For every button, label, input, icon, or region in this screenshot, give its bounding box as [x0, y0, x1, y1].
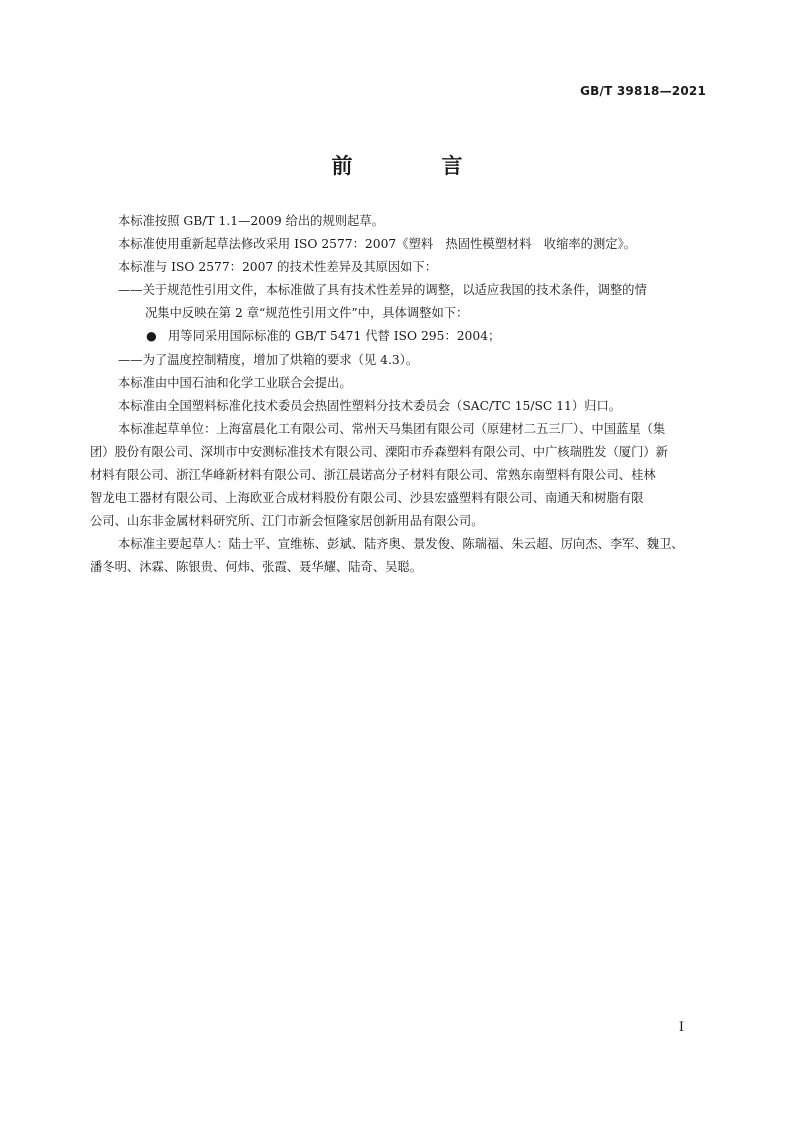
paragraph: 本标准由全国塑料标准化技术委员会热固性塑料分技术委员会（SAC/TC 15/SC 11）归口。: [118, 398, 622, 413]
drafters-paragraph: [90, 533, 708, 579]
page-title: 前 言: [331, 154, 497, 178]
bullet-text: 用等同采用国际标准的 GB/T 5471 代替 ISO 295：2004；: [168, 329, 501, 344]
paragraph-line: 潘冬明、沐霖、陈银贵、何炜、张霞、聂华耀、陆奇、吴聪。: [90, 560, 423, 575]
foreword-body: [90, 210, 708, 580]
dash-item: ——为了温度控制精度，增加了烘箱的要求（见 4.3）。: [118, 352, 419, 367]
paragraph: 本标准由中国石油和化学工业联合会提出。: [118, 375, 352, 390]
paragraph-line: 本标准主要起草人：陆士平、宣维栋、彭斌、陆齐奥、景发俊、陈瑞福、朱云超、厉向杰、李军、魏卫、: [118, 537, 684, 552]
paragraph-line: 智龙电工器材有限公司、上海欧亚合成材料股份有限公司、沙县宏盛塑料有限公司、南通天和树脂有限: [90, 491, 644, 506]
paragraph: 本标准使用重新起草法修改采用 ISO 2577：2007《塑料 热固性模塑材料 收缩率的测定》。: [118, 237, 637, 252]
dash-item: [118, 279, 708, 325]
document-code: GB/T 39818—2021: [580, 84, 706, 98]
page-number: I: [678, 1020, 684, 1035]
bullet-item: [118, 325, 708, 348]
dash-item-line: ——关于规范性引用文件，本标准做了具有技术性差异的调整，以适应我国的技术条件，调整的情: [118, 283, 647, 298]
paragraph-line: 材料有限公司、浙江华峰新材料有限公司、浙江晨诺高分子材料有限公司、常熟东南塑料有限公司、桂林: [90, 468, 656, 483]
dash-item-continuation: 况集中反映在第 2 章“规范性引用文件”中，具体调整如下：: [145, 306, 469, 321]
paragraph-line: 本标准起草单位：上海富晨化工有限公司、常州天马集团有限公司（原建材二五三厂）、中国蓝星（集: [118, 421, 666, 436]
paragraph: 本标准按照 GB/T 1.1—2009 给出的规则起草。: [118, 214, 384, 228]
bullet-icon: ●: [146, 329, 157, 344]
paragraph-line: 公司、山东非金属材料研究所、江门市新会恒隆家居创新用品有限公司。: [90, 514, 484, 529]
paragraph-line: 团）股份有限公司、深圳市中安测标准技术有限公司、溧阳市乔森塑料有限公司、中广核瑞胜发（厦门）新: [90, 444, 668, 459]
drafting-units-paragraph: [90, 418, 708, 533]
paragraph: 本标准与 ISO 2577：2007 的技术性差异及其原因如下：: [118, 260, 438, 275]
